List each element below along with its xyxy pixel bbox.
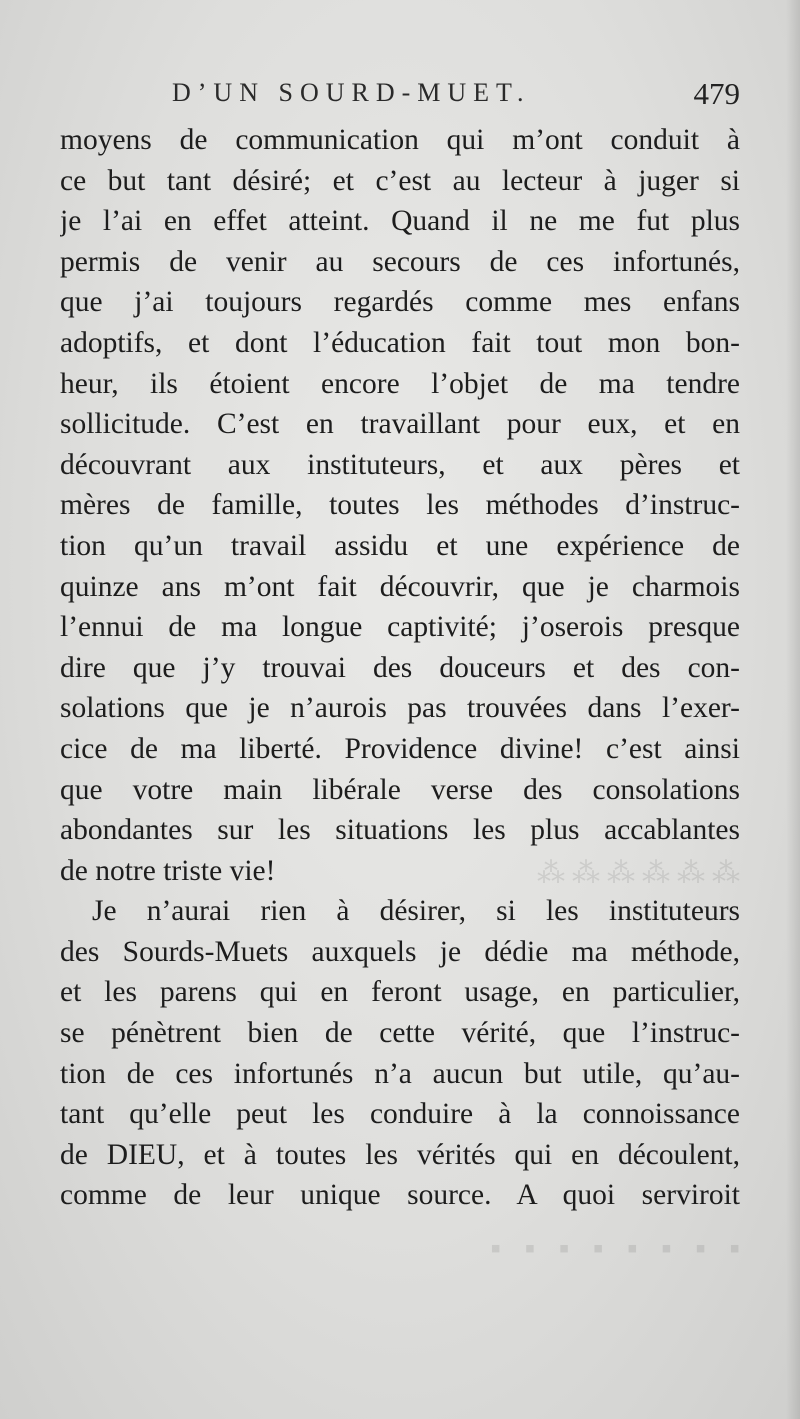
text-line: adoptifs, et dont l’éducation fait tout mon bon- — [60, 326, 740, 359]
text-line: des Sourds-Muets auxquels je dédie ma méthode, — [60, 935, 740, 968]
text-line: dire que j’y trouvai des douceurs et des con- — [60, 651, 740, 684]
text-line: quinze ans m’ont fait découvrir, que je charmois — [60, 570, 740, 603]
paragraph-start-line: Je n’aurai rien à désirer, si les instituteurs — [92, 895, 740, 928]
text-line: l’ennui de ma longue captivité; j’oserois presque — [60, 611, 740, 644]
text-line: se pénètrent bien de cette vérité, que l’instruc- — [60, 1017, 740, 1050]
text-line: comme de leur unique source. A quoi serviroit — [60, 1179, 740, 1212]
text-line: découvrant aux instituteurs, et aux pères et — [60, 448, 740, 481]
running-title: D’UN SOURD-MUET. — [172, 78, 531, 107]
text-line: solations que je n’aurois pas trouvées dans l’exer- — [60, 692, 740, 725]
text-line: et les parens qui en feront usage, en particulier, — [60, 976, 740, 1009]
text-line: mères de famille, toutes les méthodes d’instruc- — [60, 489, 740, 522]
text-line: de DIEU, et à toutes les vérités qui en découlent, — [60, 1138, 740, 1171]
text-line: cice de ma liberté. Providence divine! c’est ainsi — [60, 732, 740, 765]
text-line: je l’ai en effet atteint. Quand il ne me fut plus — [60, 205, 740, 238]
running-head — [60, 76, 740, 116]
text-line: permis de venir au secours de ces infortunés, — [60, 245, 740, 278]
text-line: moyens de communication qui m’ont conduit à — [60, 124, 740, 156]
paragraph-end-line: de notre triste vie! — [60, 854, 276, 887]
show-through-heading: ▪ ▪ ▪ ▪ ▪ ▪ ▪ ▪ — [482, 1232, 740, 1265]
text-line: tion de ces infortunés n’a aucun but utile, qu’au- — [60, 1057, 740, 1090]
page-edge-shadow — [786, 0, 800, 1419]
text-line: ce but tant désiré; et c’est au lecteur à juger si — [60, 164, 740, 197]
text-line: heur, ils étoient encore l’objet de ma tendre — [60, 367, 740, 400]
page-number: 479 — [693, 76, 740, 111]
text-line: abondantes sur les situations les plus accablantes — [60, 814, 740, 847]
body-text — [60, 120, 740, 1216]
show-through-text: ⁂ ⁂ ⁂ ⁂ ⁂ ⁂ — [537, 858, 740, 889]
text-line: tant qu’elle peut les conduire à la connoissance — [60, 1098, 740, 1131]
text-line: que j’ai toujours regardés comme mes enfans — [60, 286, 740, 319]
text-line: tion qu’un travail assidu et une expérience de — [60, 529, 740, 562]
text-line: sollicitude. C’est en travaillant pour eux, et en — [60, 408, 740, 441]
text-line: que votre main libérale verse des consolations — [60, 773, 740, 806]
